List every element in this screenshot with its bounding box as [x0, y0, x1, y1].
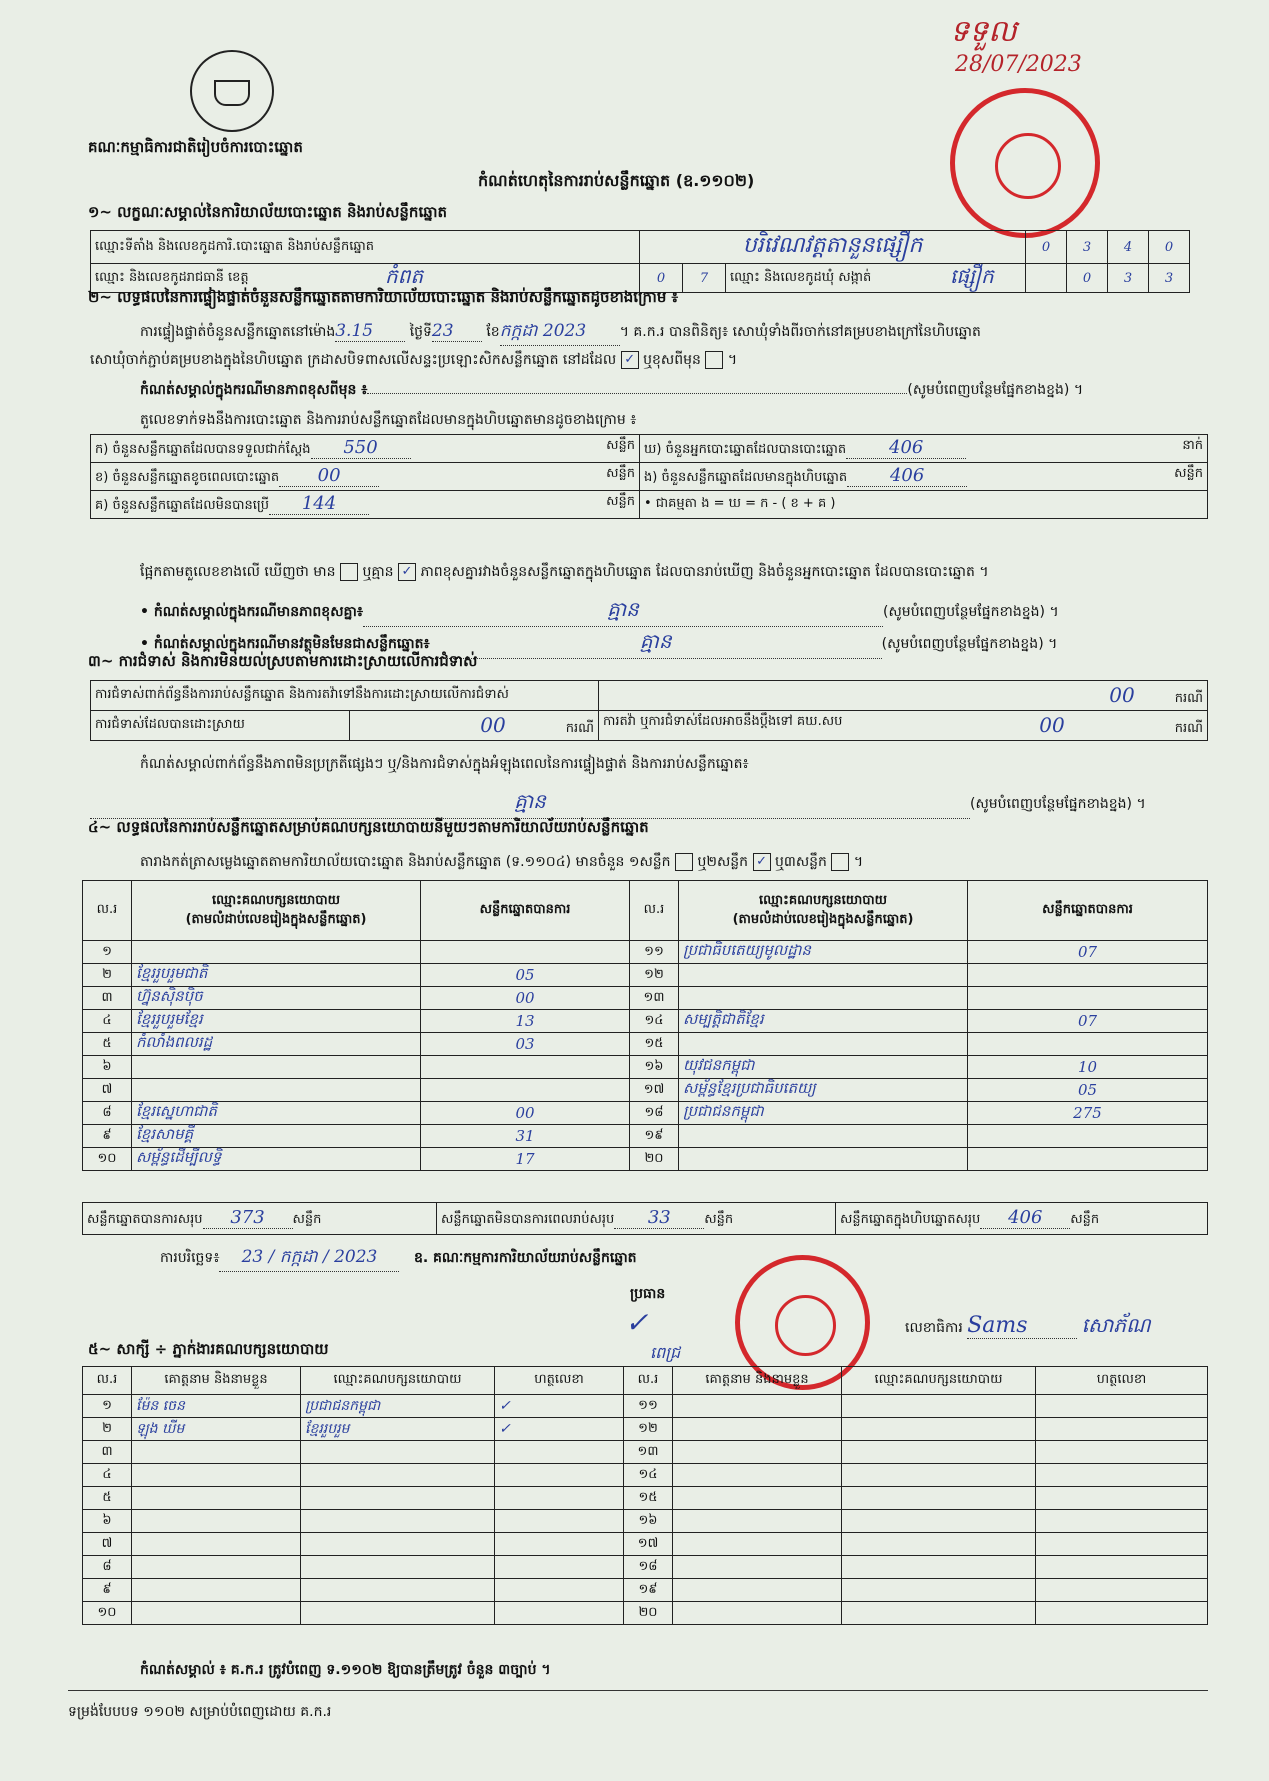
party-votes-right: 10 — [968, 1056, 1208, 1079]
witness-sign-left: ✓ — [495, 1418, 624, 1441]
witness-no-right: ១២ — [624, 1418, 673, 1441]
org-name: គណៈកម្មាធិការជាតិរៀបចំការបោះឆ្នោត — [88, 138, 303, 156]
party-name-right: ប្រជាធិបតេយ្យមូលដ្ឋាន — [679, 941, 968, 964]
row-no-left: ១០ — [83, 1148, 132, 1171]
results-row — [83, 1033, 1208, 1056]
witness-name-left — [132, 1579, 301, 1602]
s1-heading: ១~ លក្ខណៈសម្គាល់នៃការិយាល័យបោះឆ្នោត និងរាប់សន្លឹកឆ្នោត — [88, 203, 448, 221]
row-no-right: ១២ — [630, 964, 679, 987]
witness-sign-left — [495, 1533, 624, 1556]
party-votes-left: 31 — [421, 1125, 630, 1148]
witness-no-right: ១១ — [624, 1395, 673, 1418]
note3-value: គ្មាន — [639, 629, 672, 653]
irregularity-line — [90, 788, 1146, 819]
fill-hint-3: (សូមបំពេញបន្ថែមផ្នែកខាងខ្នង) ។ — [881, 636, 1058, 652]
witness-name-right — [673, 1418, 842, 1441]
discrepancy-text: ភាពខុសគ្នារវាងចំនួនសន្លឹកឆ្នោតក្នុងហិបឆ្នោត ដែលបានរាប់ឃើញ និងចំនួនអ្នកបោះឆ្នោត ដែលបានបោះឆ្នោត ។ — [420, 564, 989, 580]
row-no-left: ៤ — [83, 1010, 132, 1033]
witness-party-left — [301, 1556, 495, 1579]
verify-day: 23 — [432, 321, 482, 342]
total-valid: 373 — [203, 1207, 293, 1229]
total-valid-unit: សន្លឹក — [292, 1212, 322, 1227]
commune-code-1: 0 — [1067, 264, 1108, 293]
witness-no-left: ៦ — [83, 1510, 132, 1533]
province-name: កំពត — [385, 264, 424, 288]
count-a-value: 550 — [311, 437, 411, 459]
witness-party-left — [301, 1579, 495, 1602]
chair-signature: ✓ — [625, 1306, 649, 1339]
witness-sign-right — [1036, 1487, 1208, 1510]
s2-heading: ២~ លទ្ធផលនៃការផ្ទៀងផ្ទាត់ចំនួនសន្លឹកឆ្នោតតាមការិយាល័យបោះឆ្នោត និងរាប់សន្លឹកឆ្នោតដូចខាងក្រោម ៖ — [88, 288, 679, 306]
witness-sign-right — [1036, 1510, 1208, 1533]
sheets-2-checkbox[interactable]: ✓ — [753, 853, 771, 871]
witness-sign-right — [1036, 1579, 1208, 1602]
discrepancy-line — [140, 562, 989, 583]
total-valid-label: សន្លឹកឆ្នោតបានការសរុប — [87, 1212, 203, 1227]
party-votes-left: 00 — [421, 1102, 630, 1125]
party-name-left — [132, 1056, 421, 1079]
secretary-signature: Sams — [967, 1313, 1077, 1339]
commune-code-3: 3 — [1149, 264, 1190, 293]
note-diff-line — [140, 380, 1083, 401]
witness-row — [83, 1441, 1208, 1464]
s3-heading: ៣~ ការជំទាស់ និងការមិនយល់ស្របតាមការដោះស្រាយលើការជំទាស់ — [88, 652, 478, 670]
row-no-left: ៨ — [83, 1102, 132, 1125]
party-name-left — [132, 941, 421, 964]
sheets-3-checkbox[interactable] — [831, 853, 849, 871]
witness-name-right — [673, 1602, 842, 1625]
note-diff-label: កំណត់សម្គាល់ក្នុងករណីមានភាពខុសពីមុន ៖ — [140, 382, 368, 398]
done-date: 23 / កក្កដា / 2023 — [219, 1246, 399, 1272]
results-row — [83, 1079, 1208, 1102]
witness-party-right — [842, 1579, 1036, 1602]
witness-party-left — [301, 1602, 495, 1625]
party-votes-right: 05 — [968, 1079, 1208, 1102]
note2-value: គ្មាន — [607, 597, 639, 621]
secretary-label: លេខាធិការ — [905, 1320, 963, 1336]
witness-name-left — [132, 1510, 301, 1533]
nec-emblem — [190, 50, 274, 132]
has-discrepancy-checkbox[interactable] — [340, 563, 358, 581]
witness-party-left — [301, 1464, 495, 1487]
objections-value: 00 — [1109, 682, 1135, 707]
results-table — [82, 880, 1208, 1171]
row-no-right: ១៧ — [630, 1079, 679, 1102]
discrepancy-none-label: ឬគ្មាន — [362, 564, 394, 580]
station-code-3: 4 — [1108, 231, 1149, 264]
witness-row — [83, 1487, 1208, 1510]
row-no-left: ២ — [83, 964, 132, 987]
party-votes-right: 275 — [968, 1102, 1208, 1125]
province-code-2: 7 — [683, 264, 726, 293]
counts-table — [90, 434, 1208, 519]
witness-name-left — [132, 1533, 301, 1556]
witness-sign-left — [495, 1441, 624, 1464]
totals-table — [82, 1202, 1208, 1235]
count-e-label: ង) ចំនួនសន្លឹកឆ្នោតដែលមានក្នុងហិបឆ្នោត — [644, 470, 848, 485]
party-name-left: សម្ព័ន្ធដើម្បីលទ្ធិ — [132, 1148, 421, 1171]
station-code-2: 3 — [1067, 231, 1108, 264]
fill-hint-4: (សូមបំពេញបន្ថែមផ្នែកខាងខ្នង) ។ — [970, 796, 1146, 812]
party-name-right: សម្ព័ន្ធខ្មែរប្រជាធិបតេយ្យ — [679, 1079, 968, 1102]
total-invalid-label: សន្លឹកឆ្នោតមិនបានការពេលរាប់សរុប — [441, 1212, 615, 1227]
party-name-right: សម្បត្តិជាតិខ្មែរ — [679, 1010, 968, 1033]
row-no-right: ១៩ — [630, 1125, 679, 1148]
results-row — [83, 1102, 1208, 1125]
party-name-left: ខ្មែររួបរួមខ្មែរ — [132, 1010, 421, 1033]
witness-party-right — [842, 1441, 1036, 1464]
witness-name-right — [673, 1533, 842, 1556]
party-votes-right — [968, 987, 1208, 1010]
witness-no-left: ២ — [83, 1418, 132, 1441]
party-votes-right — [968, 964, 1208, 987]
results-row — [83, 1125, 1208, 1148]
results-row — [83, 1010, 1208, 1033]
chair-name: ពេជ្រ — [650, 1343, 681, 1362]
party-votes-left: 05 — [421, 964, 630, 987]
party-votes-left — [421, 1056, 630, 1079]
fill-hint-2: (សូមបំពេញបន្ថែមផ្នែកខាងខ្នង) ។ — [883, 604, 1059, 620]
party-votes-left: 03 — [421, 1033, 630, 1056]
witness-row — [83, 1464, 1208, 1487]
s4-heading: ៤~ លទ្ធផលនៃការរាប់សន្លឹកឆ្នោតសម្រាប់គណបក្សនយោបាយនីមួយៗតាមការិយាល័យរាប់សន្លឹកឆ្នោត — [88, 818, 649, 836]
objections-table — [90, 680, 1208, 741]
party-name-left: ខ្មែរស្នេហាជាតិ — [132, 1102, 421, 1125]
witness-party-right — [842, 1395, 1036, 1418]
row-no-right: ១៤ — [630, 1010, 679, 1033]
secretary-line — [905, 1312, 1151, 1342]
witness-sign-left: ✓ — [495, 1395, 624, 1418]
row-no-left: ១ — [83, 941, 132, 964]
results-row — [83, 941, 1208, 964]
objections-label: ការជំទាស់ពាក់ព័ន្ធនឹងការរាប់សន្លឹកឆ្នោត និងការតវ៉ាទៅនឹងការដោះស្រាយលើការជំទាស់ — [91, 681, 599, 711]
witness-col-sign-left: ហត្ថលេខា — [495, 1367, 624, 1395]
witness-name-right — [673, 1441, 842, 1464]
witness-sign-right — [1036, 1418, 1208, 1441]
verify-time-line — [140, 320, 981, 346]
witness-party-left — [301, 1441, 495, 1464]
appeal-label: ការតវ៉ា ឬការជំទាស់ដែលអាចនឹងប្តឹងទៅ គឃ.សប — [603, 713, 843, 729]
witness-name-left — [132, 1464, 301, 1487]
results-col-party-sub-right: (តាមលំដាប់លេខរៀងក្នុងសន្លឹកឆ្នោត) — [732, 911, 914, 927]
commune-label: ឈ្មោះ និងលេខកូដឃុំ សង្កាត់ — [730, 269, 872, 285]
witness-col-party-left: ឈ្មោះគណបក្សនយោបាយ — [301, 1367, 495, 1395]
irregularity-value: គ្មាន — [514, 789, 546, 813]
fill-hint-1: (សូមបំពេញបន្ថែមផ្នែកខាងខ្នង) ។ — [907, 382, 1084, 398]
witness-name-right — [673, 1395, 842, 1418]
witness-sign-left — [495, 1579, 624, 1602]
total-invalid: 33 — [614, 1207, 704, 1229]
count-b-label: ខ) ចំនួនសន្លឹកឆ្នោតខូចពេលបោះឆ្នោត — [95, 470, 280, 485]
party-name-right — [679, 964, 968, 987]
witness-no-right: ១៦ — [624, 1510, 673, 1533]
total-box-label: សន្លឹកឆ្នោតក្នុងហិបឆ្នោតសរុប — [840, 1212, 981, 1227]
party-votes-left — [421, 1079, 630, 1102]
witness-name-left: ឡុង ឃីម — [132, 1418, 301, 1441]
verify-time-label: ការផ្ទៀងផ្ទាត់ចំនួនសន្លឹកឆ្នោតនៅម៉ោង — [140, 324, 336, 340]
count-d-value: 406 — [846, 437, 966, 459]
party-votes-right: 07 — [968, 941, 1208, 964]
witness-no-right: ២០ — [624, 1602, 673, 1625]
resolved-value: 00 — [480, 712, 506, 737]
witness-party-right — [842, 1510, 1036, 1533]
province-code-1: 0 — [640, 264, 683, 293]
witness-name-right — [673, 1556, 842, 1579]
results-col-party-sub-left: (តាមលំដាប់លេខរៀងក្នុងសន្លឹកឆ្នោត) — [185, 911, 367, 927]
witness-no-left: ៩ — [83, 1579, 132, 1602]
resolved-label: ការជំទាស់ដែលបានដោះស្រាយ — [91, 711, 350, 741]
station-label: ឈ្មោះទីតាំង និងលេខកូដការិ.បោះឆ្នោត និងរាប់សន្លឹកឆ្នោត — [91, 231, 640, 264]
count-d-label: ឃ) ចំនួនអ្នកបោះឆ្នោតដែលបានបោះឆ្នោត — [644, 442, 847, 457]
results-row — [83, 964, 1208, 987]
row-no-right: ១៥ — [630, 1033, 679, 1056]
witness-no-right: ១៧ — [624, 1533, 673, 1556]
total-invalid-unit: សន្លឹក — [704, 1212, 734, 1227]
witness-sign-left — [495, 1487, 624, 1510]
party-votes-right — [968, 1033, 1208, 1056]
witness-no-left: ៣ — [83, 1441, 132, 1464]
results-col-party-right: ឈ្មោះគណបក្សនយោបាយ — [759, 892, 887, 908]
count-e-unit: សន្លឹក — [1174, 466, 1203, 481]
witness-col-name-right: គោត្តនាម និងនាមខ្លួន — [673, 1367, 842, 1395]
row-no-left: ៧ — [83, 1079, 132, 1102]
province-label: ឈ្មោះ និងលេខកូដរាជធានី ខេត្ត — [95, 269, 249, 285]
sheets-3-label: ឬ៣សន្លឹក — [774, 854, 827, 870]
count-d-unit: នាក់ — [1182, 438, 1203, 453]
s5-heading: ៥~ សាក្សី ÷ ភ្នាក់ងារគណបក្សនយោបាយ — [88, 1340, 329, 1358]
results-col-votes-left: សន្លឹកឆ្នោតបានការ — [421, 881, 630, 941]
verify-text-1: ។ គ.ក.រ បានពិនិត្យ៖ សោឃុំទាំងពីរចាក់នៅគម្របខាងក្រៅនៃហិបឆ្នោត — [619, 324, 981, 340]
seal-text: សោឃុំចាក់ភ្ជាប់គម្របខាងក្នុងនៃហិបឆ្នោត ក្រដាសបិទពាសលើសន្ទះប្រឡោះសិកសន្លឹកឆ្នោត នៅដដែល — [90, 352, 617, 368]
witness-party-left: ប្រជាជនកម្ពុជា — [301, 1395, 495, 1418]
commune-name: ផ្សឿក — [950, 264, 994, 288]
witness-sign-left — [495, 1602, 624, 1625]
witness-name-right — [673, 1487, 842, 1510]
witness-no-left: ១ — [83, 1395, 132, 1418]
row-no-right: ១៦ — [630, 1056, 679, 1079]
total-box: 406 — [980, 1207, 1070, 1229]
note3-label: • កំណត់សម្គាល់ក្នុងករណីមានវត្ថុមិនមែនជាសន្លឹកឆ្នោត៖ — [140, 636, 430, 652]
verify-month-year: កក្កដា 2023 — [500, 320, 620, 346]
results-row — [83, 1056, 1208, 1079]
seal-line: សោឃុំចាក់ភ្ជាប់គម្របខាងក្នុងនៃហិបឆ្នោត ក្រដាសបិទពាសលើសន្ទះប្រឡោះសិកសន្លឹកឆ្នោត នៅដដែល ✓ ឬខុសពីមុន ។ — [90, 352, 738, 368]
verify-day-label: ថ្ងៃទី — [409, 324, 432, 340]
row-no-left: ៥ — [83, 1033, 132, 1056]
party-name-left: កំលាំងពលរដ្ឋ — [132, 1033, 421, 1056]
received-date: 28/07/2023 — [955, 52, 1082, 77]
witness-no-left: ៤ — [83, 1464, 132, 1487]
witness-party-left: ខ្មែររួបរួម — [301, 1418, 495, 1441]
witness-col-name-left: គោត្តនាម និងនាមខ្លួន — [132, 1367, 301, 1395]
party-name-left: ហ្វ៊ុនស៊ិនប៉ិច — [132, 987, 421, 1010]
results-col-no-left: ល.រ — [83, 881, 132, 941]
row-no-right: ១៨ — [630, 1102, 679, 1125]
row-no-right: ១១ — [630, 941, 679, 964]
party-votes-left: 13 — [421, 1010, 630, 1033]
results-col-no-right: ល.រ — [630, 881, 679, 941]
count-b-value: 00 — [279, 465, 379, 487]
results-col-party-left: ឈ្មោះគណបក្សនយោបាយ — [212, 892, 340, 908]
counts-intro: តួលេខទាក់ទងនឹងការបោះឆ្នោត និងការរាប់សន្លឹកឆ្នោតដែលមានក្នុងហិបឆ្នោតមានដូចខាងក្រោម ៖ — [140, 412, 637, 428]
party-name-right — [679, 1148, 968, 1171]
chair-label: ប្រធាន — [630, 1286, 666, 1302]
witness-name-left — [132, 1441, 301, 1464]
witness-row — [83, 1556, 1208, 1579]
form-title: កំណត់ហេតុនៃការរាប់សន្លឹកឆ្នោត (ឧ.១១០២) — [478, 171, 755, 190]
witness-row — [83, 1602, 1208, 1625]
sheets-2-label: ឬ២សន្លឹក — [697, 854, 749, 870]
irregularity-label: កំណត់សម្គាល់ពាក់ព័ន្ធនឹងភាពមិនប្រក្រតីផ្សេងៗ ឬ/និងការជំទាស់ក្នុងអំឡុងពេលនៃការផ្ទៀងផ្ទាត់ និងការរាប់សន្លឹកឆ្នោត៖ — [140, 756, 749, 772]
count-b-unit: សន្លឹក — [606, 466, 635, 481]
witness-name-left — [132, 1487, 301, 1510]
party-name-left: ខ្មែរសាមគ្គី — [132, 1125, 421, 1148]
count-c-value: 144 — [269, 493, 369, 515]
results-row — [83, 1148, 1208, 1171]
witness-party-right — [842, 1556, 1036, 1579]
count-c-unit: សន្លឹក — [606, 494, 635, 509]
received-note: ទទួល — [950, 14, 1017, 49]
sheets-line: តារាងកត់ត្រាសម្លេងឆ្នោតតាមការិយាល័យបោះឆ្នោត និងរាប់សន្លឹកឆ្នោត (ទ.១១០៤) មានចំនួន ១សន្លឹក ឬ២សន្លឹក ✓ ឬ៣សន្លឹក ។ — [140, 854, 864, 870]
witness-party-right — [842, 1533, 1036, 1556]
station-code-1: 0 — [1026, 231, 1067, 264]
witness-row — [83, 1533, 1208, 1556]
form-footer: ទម្រង់បែបបទ ១១០២ សម្រាប់បំពេញដោយ គ.ក.រ — [68, 1704, 332, 1720]
party-votes-right — [968, 1125, 1208, 1148]
footer-divider — [68, 1690, 1208, 1691]
party-votes-left: 00 — [421, 987, 630, 1010]
witness-no-right: ១៨ — [624, 1556, 673, 1579]
witness-no-left: ១០ — [83, 1602, 132, 1625]
witness-party-right — [842, 1487, 1036, 1510]
witness-sign-left — [495, 1556, 624, 1579]
committee-label: ឧ. គណៈកម្មការការិយាល័យរាប់សន្លឹកឆ្នោត — [413, 1250, 637, 1266]
witness-note: កំណត់សម្គាល់ ៖ គ.ក.រ ត្រូវបំពេញ ទ.១១០២ ឱ្យបានត្រឹមត្រូវ ចំនួន ៣ច្បាប់ ។ — [140, 1662, 551, 1678]
resolved-unit: ករណី — [565, 720, 594, 736]
witness-no-left: ៥ — [83, 1487, 132, 1510]
party-name-right: ប្រជាជនកម្ពុជា — [679, 1102, 968, 1125]
witness-name-left — [132, 1556, 301, 1579]
commune-code-2: 3 — [1108, 264, 1149, 293]
note2-line — [140, 596, 1059, 627]
station-name: បរិវេណវត្តតានួនផ្សឿក — [742, 233, 923, 258]
row-no-right: ២០ — [630, 1148, 679, 1171]
witness-party-right — [842, 1464, 1036, 1487]
party-votes-left: 17 — [421, 1148, 630, 1171]
witness-name-left: ម៉ែន ចេន — [132, 1395, 301, 1418]
row-no-right: ១៣ — [630, 987, 679, 1010]
results-col-votes-right: សន្លឹកឆ្នោតបានការ — [968, 881, 1208, 941]
party-name-right — [679, 1125, 968, 1148]
row-no-left: ៦ — [83, 1056, 132, 1079]
verify-time: 3.15 — [335, 321, 405, 342]
witness-row — [83, 1579, 1208, 1602]
no-discrepancy-checkbox[interactable]: ✓ — [398, 563, 416, 581]
witness-party-right — [842, 1602, 1036, 1625]
witness-table — [82, 1366, 1208, 1625]
witness-col-party-right: ឈ្មោះគណបក្សនយោបាយ — [842, 1367, 1036, 1395]
witness-row — [83, 1418, 1208, 1441]
objections-unit: ករណី — [1174, 690, 1203, 706]
party-name-right — [679, 987, 968, 1010]
witness-sign-right — [1036, 1556, 1208, 1579]
party-votes-left — [421, 941, 630, 964]
witness-sign-right — [1036, 1602, 1208, 1625]
party-name-right — [679, 1033, 968, 1056]
party-name-right: យុវជនកម្ពុជា — [679, 1056, 968, 1079]
count-c-label: គ) ចំនួនសន្លឹកឆ្នោតដែលមិនបានប្រើ — [95, 498, 269, 513]
witness-no-right: ១៥ — [624, 1487, 673, 1510]
secretary-name: សោភ័ណ — [1081, 1313, 1151, 1337]
witness-name-left — [132, 1602, 301, 1625]
witness-sign-right — [1036, 1533, 1208, 1556]
witness-sign-left — [495, 1464, 624, 1487]
count-a-label: ក) ចំនួនសន្លឹកឆ្នោតដែលបានទទួលជាក់ស្តែង — [95, 442, 311, 457]
changed-checkbox[interactable] — [705, 351, 723, 369]
witness-col-no-right: ល.រ — [624, 1367, 673, 1395]
witness-no-right: ១៤ — [624, 1464, 673, 1487]
witness-no-right: ១៩ — [624, 1579, 673, 1602]
party-votes-right — [968, 1148, 1208, 1171]
row-no-left: ៣ — [83, 987, 132, 1010]
witness-party-left — [301, 1533, 495, 1556]
party-votes-right: 07 — [968, 1010, 1208, 1033]
count-e-value: 406 — [847, 465, 967, 487]
done-line — [160, 1246, 637, 1272]
sheets-intro: តារាងកត់ត្រាសម្លេងឆ្នោតតាមការិយាល័យបោះឆ្នោត និងរាប់សន្លឹកឆ្នោត (ទ.១១០៤) មានចំនួន ១សន្លឹក — [140, 854, 671, 870]
witness-sign-right — [1036, 1395, 1208, 1418]
witness-sign-right — [1036, 1464, 1208, 1487]
formula-note: • ជាគម្មតា ង = ឃ = ក - ( ខ + គ ) — [644, 496, 836, 511]
appeal-value: 00 — [1039, 712, 1065, 737]
witness-name-right — [673, 1464, 842, 1487]
appeal-unit: ករណី — [1174, 720, 1203, 736]
party-name-left — [132, 1079, 421, 1102]
station-code-4: 0 — [1149, 231, 1190, 264]
total-box-unit: សន្លឹក — [1070, 1212, 1100, 1227]
witness-col-no-left: ល.រ — [83, 1367, 132, 1395]
witness-sign-right — [1036, 1441, 1208, 1464]
witness-no-right: ១៣ — [624, 1441, 673, 1464]
witness-col-sign-right: ហត្ថលេខា — [1036, 1367, 1208, 1395]
count-a-unit: សន្លឹក — [606, 438, 635, 453]
official-stamp-top — [950, 88, 1100, 238]
same-checkbox[interactable]: ✓ — [621, 351, 639, 369]
witness-party-right — [842, 1418, 1036, 1441]
same-option-label: ឬខុសពីមុន — [643, 352, 701, 368]
discrepancy-has-label: ផ្អែកតាមតួលេខខាងលើ ឃើញថា មាន — [140, 564, 336, 580]
sheets-1-checkbox[interactable] — [675, 853, 693, 871]
witness-sign-left — [495, 1510, 624, 1533]
witness-name-right — [673, 1579, 842, 1602]
note2-label: • កំណត់សម្គាល់ក្នុងករណីមានភាពខុសគ្នា៖ — [140, 604, 364, 620]
witness-no-left: ៧ — [83, 1533, 132, 1556]
verify-month-label: ខែ — [486, 324, 500, 340]
party-name-left: ខ្មែររួបរួមជាតិ — [132, 964, 421, 987]
witness-no-left: ៨ — [83, 1556, 132, 1579]
results-row — [83, 987, 1208, 1010]
witness-party-left — [301, 1487, 495, 1510]
witness-row — [83, 1395, 1208, 1418]
done-label: ការបរិច្ឆេទ៖ — [160, 1250, 220, 1266]
row-no-left: ៩ — [83, 1125, 132, 1148]
witness-row — [83, 1510, 1208, 1533]
station-table — [90, 230, 1190, 293]
witness-name-right — [673, 1510, 842, 1533]
witness-party-left — [301, 1510, 495, 1533]
